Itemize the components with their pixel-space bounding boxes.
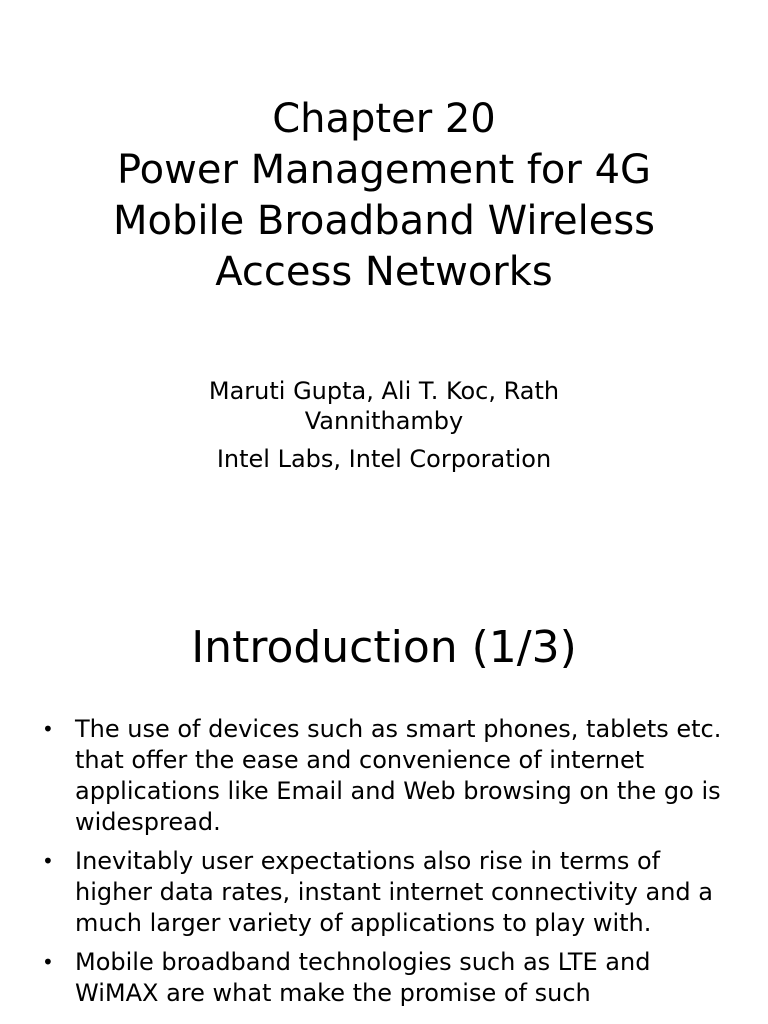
bullet-icon: • — [42, 849, 54, 873]
bullet-icon: • — [42, 717, 54, 741]
bullet-list — [38, 714, 738, 1017]
section-title: Introduction (1/3) — [191, 622, 577, 673]
title-line-power-management: Power Management for 4G — [116, 147, 652, 193]
bullet-item — [38, 714, 738, 838]
title-line-chapter: Chapter 20 — [272, 96, 496, 142]
bullet-text: Inevitably user expectations also rise in terms of higher data rates, instant internet connectivity and a much larger variety of applications to play with. — [75, 847, 713, 937]
bullet-text: Mobile broadband technologies such as LTE and WiMAX are what make the promise of such — [75, 948, 651, 1007]
affiliation: Intel Labs, Intel Corporation — [216, 445, 552, 473]
title-line-mobile-broadband: Mobile Broadband Wireless — [112, 198, 656, 244]
chapter-title — [0, 94, 768, 298]
title-line-access-networks: Access Networks — [215, 249, 553, 295]
bullet-item — [38, 947, 738, 1009]
bullet-text: The use of devices such as smart phones, tablets etc. that offer the ease and convenience of internet applications like Email and Web browsing on the go is widespread. — [75, 715, 722, 836]
authors: Maruti Gupta, Ali T. Koc, Rath Vannithamby — [208, 377, 560, 435]
bullet-icon: • — [42, 950, 54, 974]
bullet-item — [38, 846, 738, 939]
